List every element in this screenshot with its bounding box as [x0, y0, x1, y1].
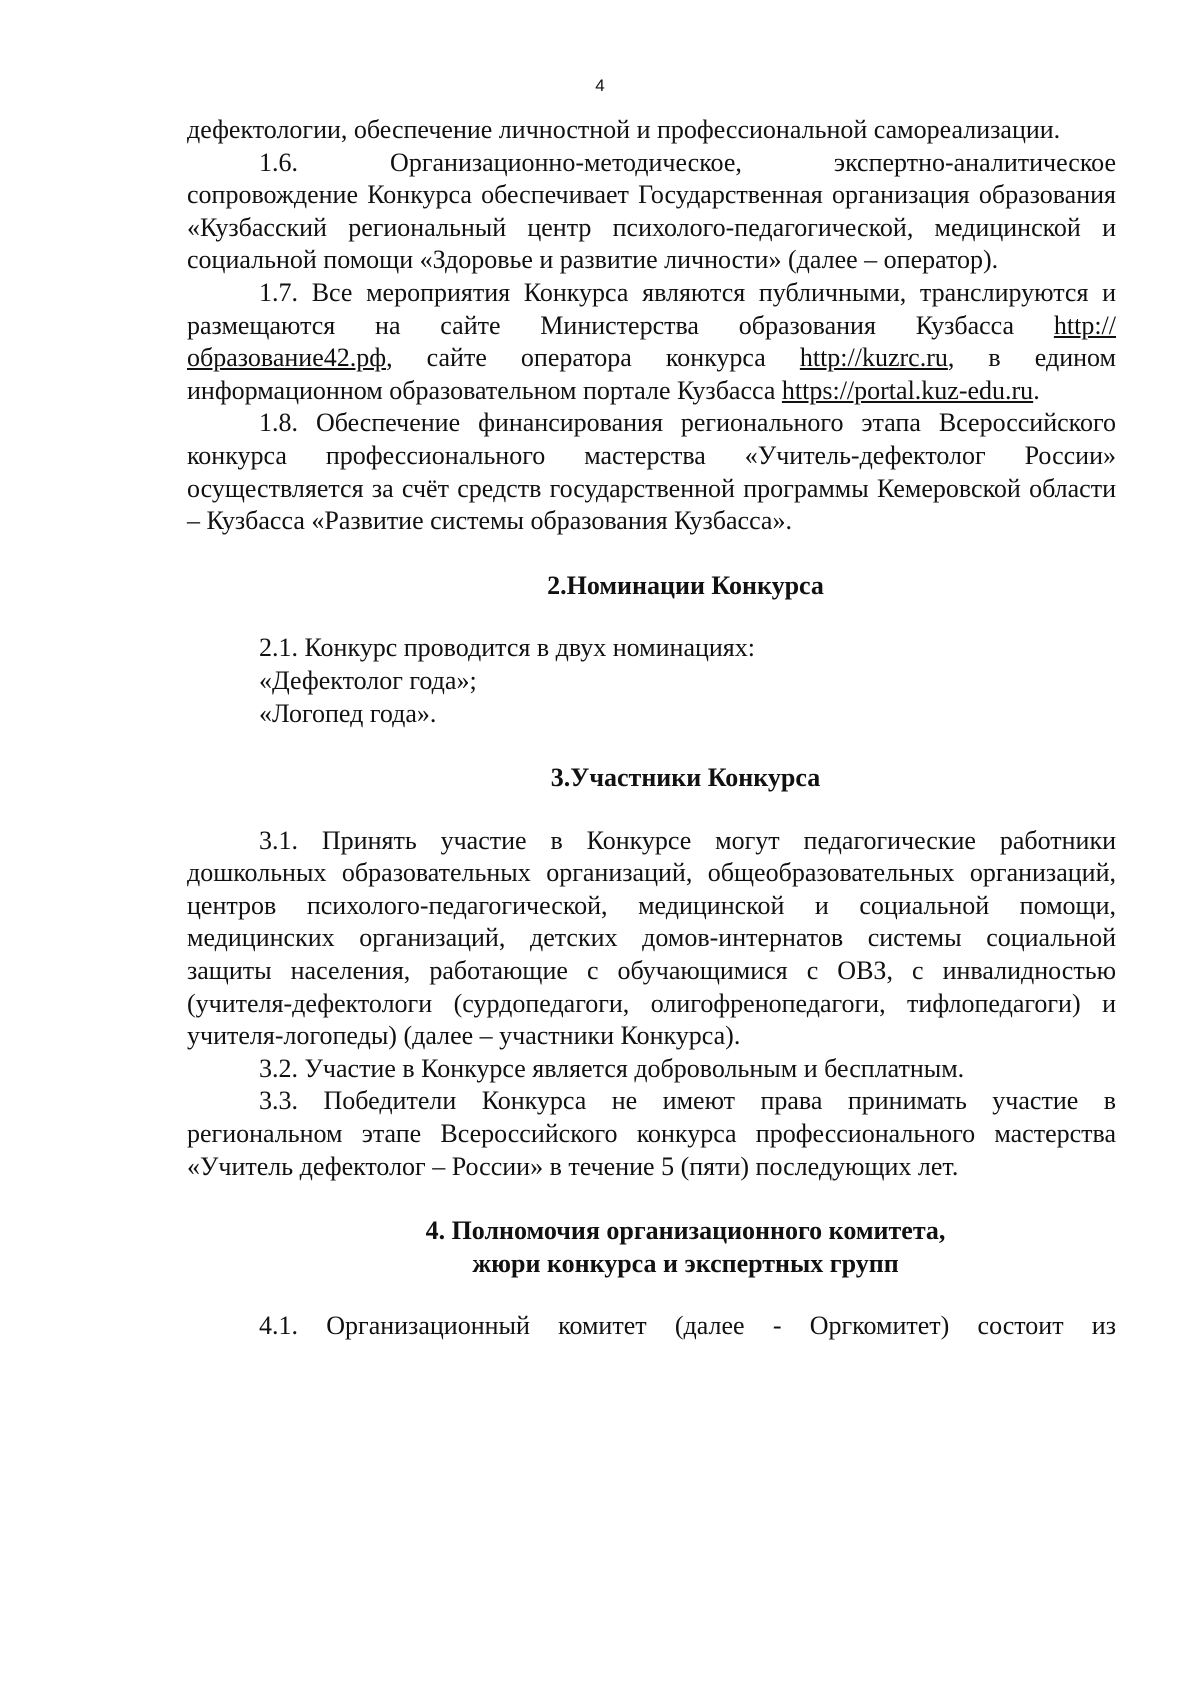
ministry-link[interactable]: http://образование42.рф — [187, 310, 1116, 373]
portal-link[interactable]: https://portal.kuz-edu.ru — [781, 375, 1034, 405]
clause-text: Обеспечение финансирования регионального этапа Всероссийского конкурса профессионального мастерства «Учитель-дефектолог России» осуществляется за счёт средств государственной программы Кемеровской области – Кузбасса «Развитие системы образования Кузбасса». — [187, 408, 1116, 536]
clause-text: . — [1033, 375, 1040, 405]
clause-number: 3.2. — [259, 1053, 298, 1083]
paragraph-2-1: 2.1. Конкурс проводится в двух номинациях: — [259, 633, 755, 663]
clause-number: 1.8. — [259, 408, 298, 438]
paragraph-1-6 — [187, 147, 1116, 277]
clause-number: 3.1. — [259, 825, 298, 855]
paragraph-1-8 — [187, 407, 1116, 537]
clause-text: Все мероприятия Конкурса являются публичными, транслируются и размещаются на сайте Министерства образования Кузбасса — [187, 277, 1116, 340]
clause-number: 1.7. — [259, 277, 298, 307]
section-heading-4-line1: 4. Полномочия организационного комитета, — [425, 1216, 946, 1246]
clause-text: , сайте оператора конкурса — [386, 343, 800, 373]
clause-text: Победители Конкурса не имеют права принимать участие в региональном этапе Всероссийского конкурса профессионального мастерства «Учитель дефектолог – России» в течение 5 (пяти) последующих лет. — [187, 1086, 1116, 1181]
operator-link[interactable]: http://kuzrc.ru — [799, 343, 948, 373]
section-heading-4-line2: жюри конкурса и экспертных групп — [472, 1248, 899, 1278]
paragraph-4-1: 4.1. Организационный комитет (далее - Оргкомитет) состоит из — [259, 1311, 1116, 1341]
page-number: 4 — [595, 76, 605, 95]
paragraph-intro: дефектологии, обеспечение личностной и профессиональной самореализации. — [187, 115, 1061, 144]
nomination-item: «Дефектолог года»; — [259, 665, 477, 695]
nomination-item: «Логопед года». — [259, 698, 437, 728]
paragraph-3-1 — [187, 825, 1116, 1053]
clause-text: Организационно-методическое, экспертно-аналитическое сопровождение Конкурса обеспечивает Государственная организация образования «Кузбасский региональный центр психолого-педагогической, медицинской и социальной помощи «Здоровье и развитие личности» (далее – оператор). — [187, 147, 1116, 275]
paragraph-3-3 — [187, 1085, 1116, 1183]
paragraph-1-7 — [187, 277, 1116, 407]
document-body — [187, 114, 1116, 1343]
clause-text: Принять участие в Конкурсе могут педагогические работники дошкольных образовательных организаций, общеобразовательных организаций, центров психолого-педагогической, медицинской и социальной помощи, медицинских организаций, детских домов-интернатов системы социальной защиты населения, работающие с обучающимися с ОВЗ, с инвалидностью (учителя-дефектологи (сурдопедагоги, олигофренопедагоги, тифлопедагоги) и учителя-логопеды) (далее – участники Конкурса). — [187, 825, 1116, 1051]
clause-number: 3.3. — [259, 1086, 298, 1116]
clause-number: 1.6. — [259, 147, 298, 177]
clause-text: , в едином информационном образовательном портале Кузбасса — [187, 343, 1116, 405]
section-heading-2: 2.Номинации Конкурса — [547, 570, 824, 600]
clause-text: Участие в Конкурсе является добровольным и бесплатным. — [304, 1053, 965, 1083]
section-heading-3: 3.Участники Конкурса — [550, 763, 821, 793]
paragraph-3-2 — [187, 1053, 1116, 1086]
